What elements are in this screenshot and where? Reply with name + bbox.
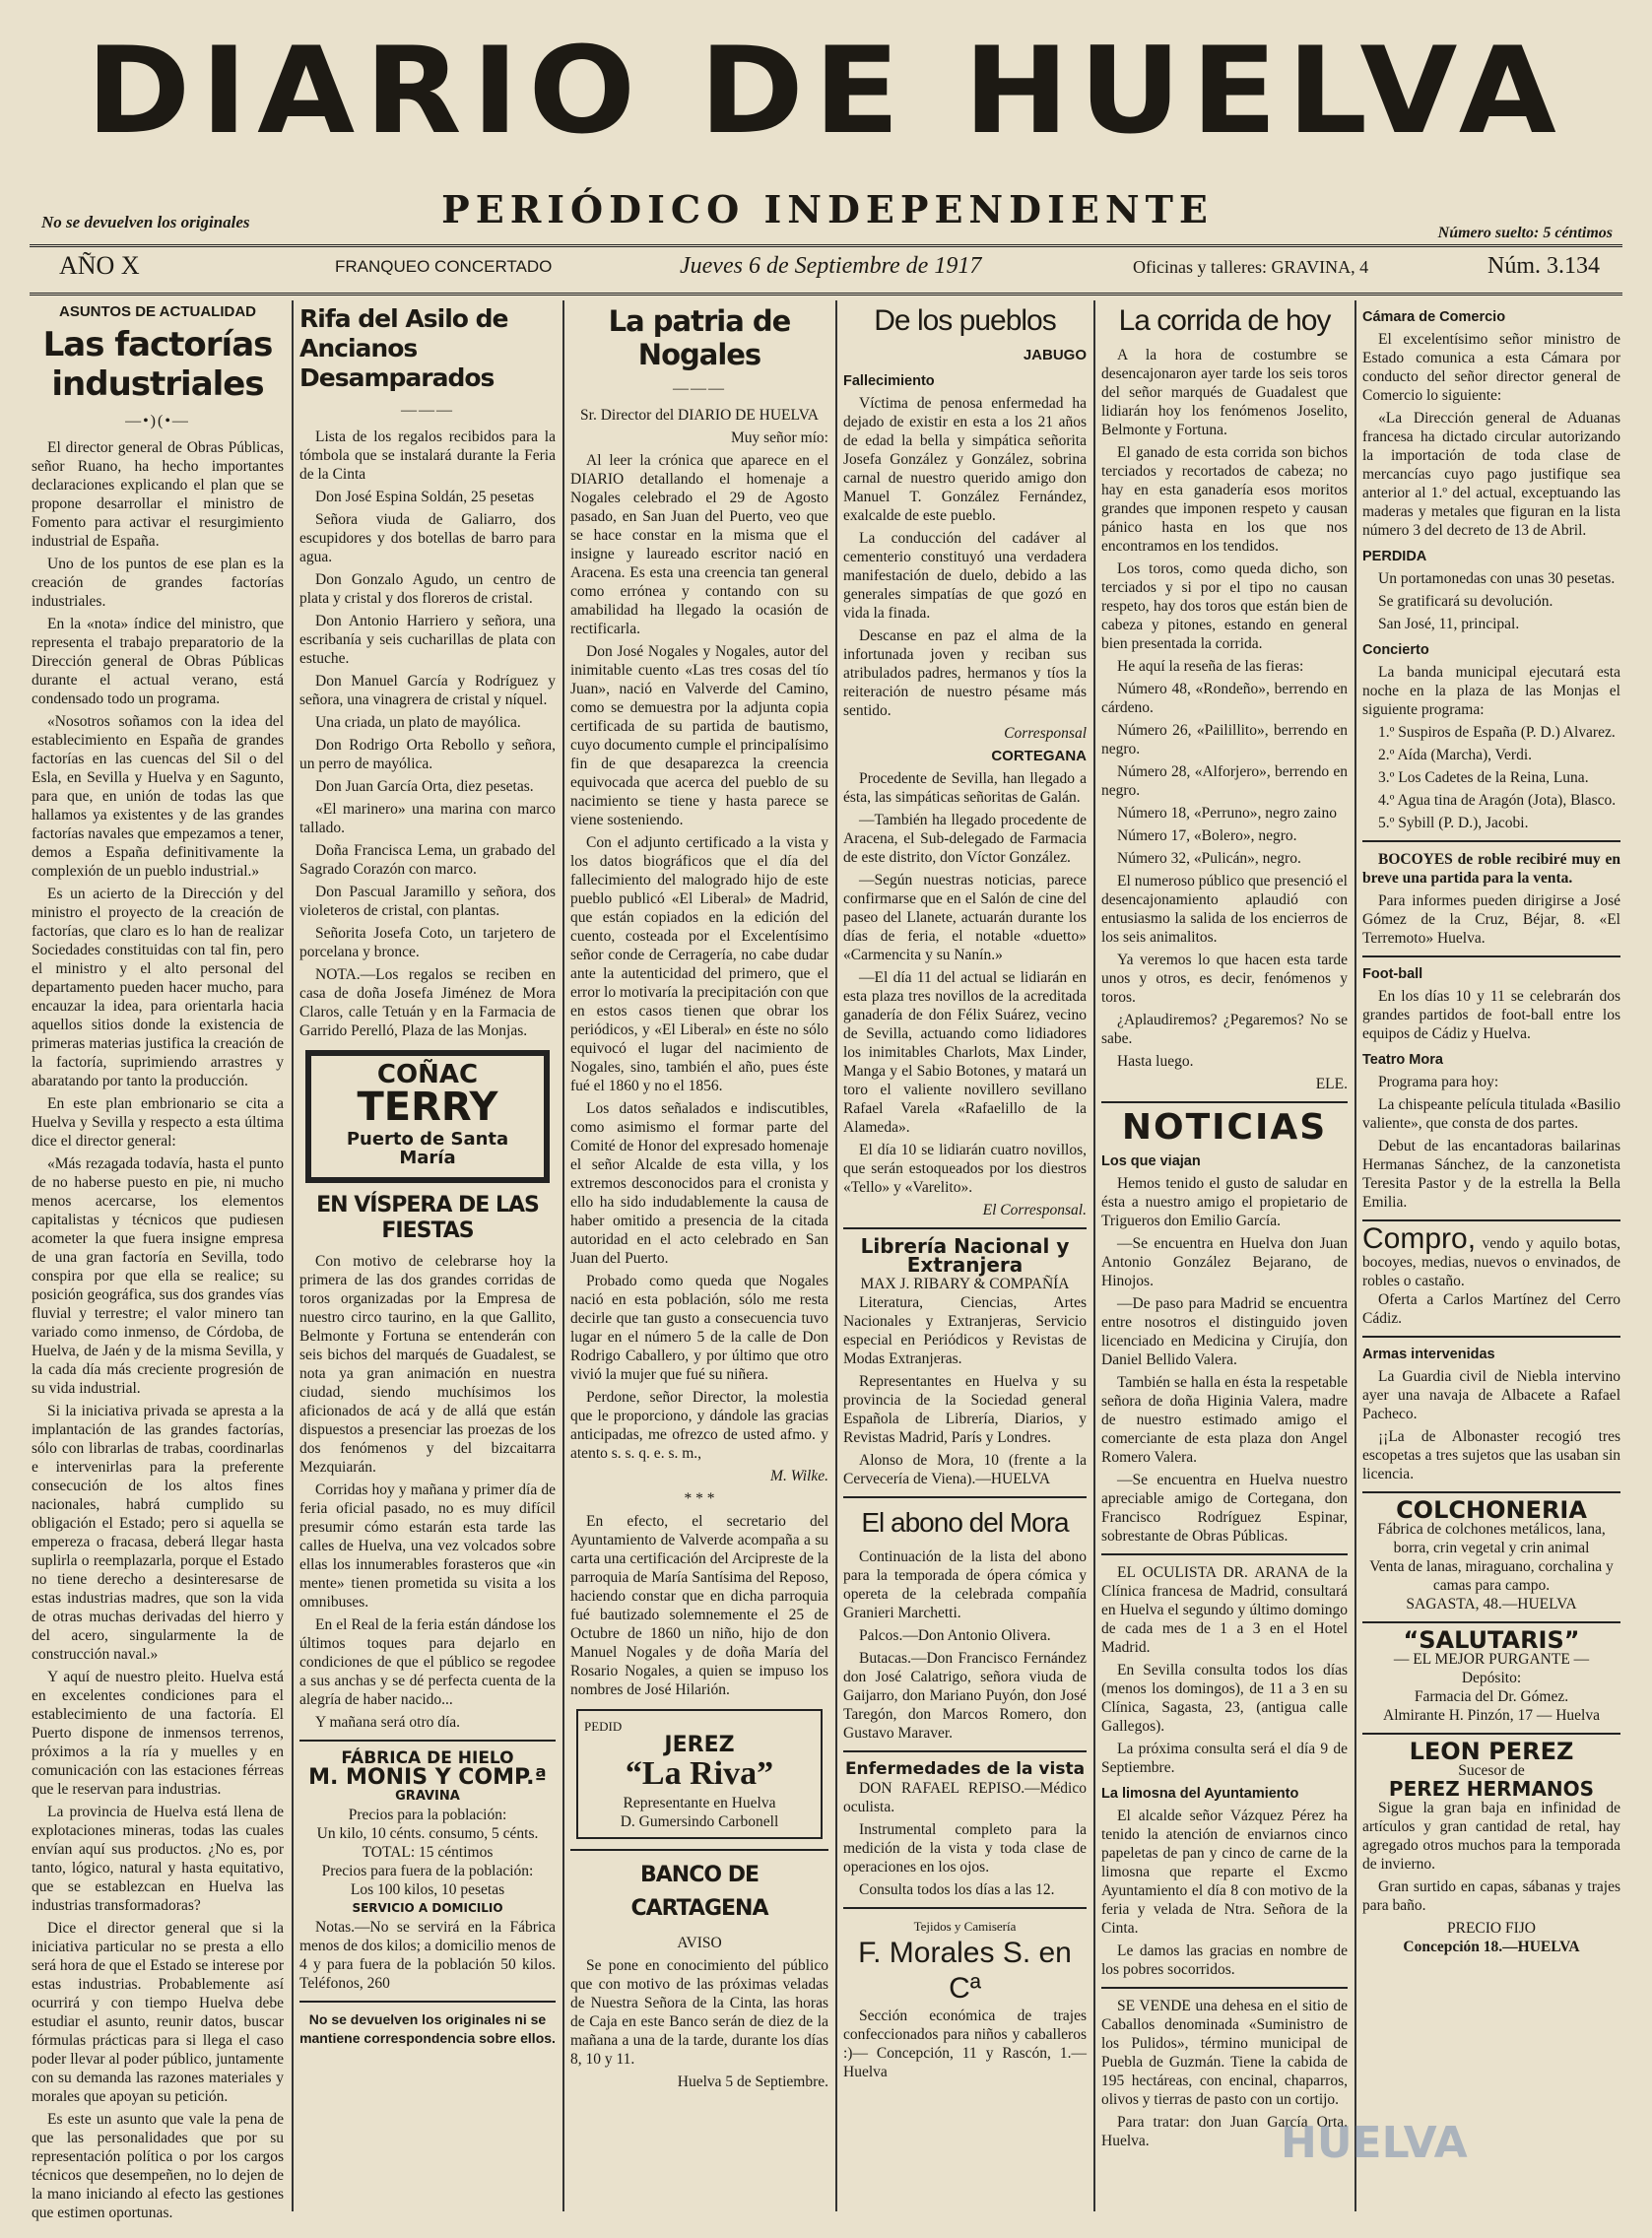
paragraph: En este plan embrionario se cita a Huelva y Sevilla y respecto a esta última dice el director general: xyxy=(32,1095,284,1150)
paragraph: En los días 10 y 11 se celebrarán dos grandes partidos de foot-ball entre los equipos de Cádiz y Huelva. xyxy=(1362,988,1620,1042)
subhead: Concierto xyxy=(1362,642,1429,658)
paragraph: Ya veremos lo que hacen esta tarde unos y otros, es decir, fenómenos y toros. xyxy=(1101,952,1348,1006)
paragraph: Con el adjunto certificado a la vista y los datos biográficos que el día del fallecimiento del malogrado hijo de este pueblo publicó «El Liberal» de Madrid, que están copiados en la edición del cuento, costeada por el Excelentísimo señor conde de Cerragería, no cabe dudar ante la autenticidad del primero, que el error lo motivaría la precipitación con que en estos casos tienen que obrar los periódicos, y «El Liberal» en éste no sólo equivocó el lugar del nacimiento de Nogales, sino, también el año, pues éste fué el 1860 y no el 1856. xyxy=(570,834,828,1094)
column-rule xyxy=(1355,300,1356,2211)
ad-text: Venta de lanas, miraguano, corchalina y camas para campo. xyxy=(1369,1558,1614,1594)
ad-brand: Enfermedades de la vista xyxy=(844,1759,1086,1779)
divider xyxy=(843,1227,1087,1229)
divider xyxy=(1101,1987,1348,1989)
column-1 xyxy=(32,300,284,2221)
paragraph: «La Dirección general de Aduanas francesa ha dictado circular autorizando la importación de toda clase de mercancías cuyo pago justifique sea anterior al 1.º del actual, exceptuando las maderas y metales que figuran en la lista número 3 del decreto de 13 de Abril. xyxy=(1362,410,1620,539)
ad-text: Farmacia del Dr. Gómez. xyxy=(1414,1688,1569,1705)
divider xyxy=(843,1496,1087,1498)
paragraph: Don Pascual Jaramillo y señora, dos violeteros de cristal, con plantas. xyxy=(299,884,556,919)
paragraph: Se gratificará su devolución. xyxy=(1378,593,1553,610)
ornament: ——— xyxy=(673,380,726,397)
ad-line: Puerto de Santa María xyxy=(346,1129,509,1168)
paragraph: Perdone, señor Director, la molestia que le proporciono, y dándole las gracias anticipadas, me ofrezco de usted afmo. y atento s. s. q. e. s. m., xyxy=(570,1389,828,1462)
paragraph: Continuación de la lista del abono para la temporada de ópera cómica y opereta de la celebrada compañía Granieri Marchetti. xyxy=(843,1548,1087,1621)
ad-text: DON RAFAEL REPISO.—Médico oculista. xyxy=(843,1780,1087,1815)
paragraph: Número 28, «Alforjero», berrendo en negro. xyxy=(1101,763,1348,799)
ad-text: Alonso de Mora, 10 (frente a la Cervecería de Viena).—HUELVA xyxy=(843,1452,1087,1487)
paragraph: Y mañana será otro día. xyxy=(315,1714,461,1731)
paragraph: Don Gonzalo Agudo, un centro de plata y cristal y dos floreros de cristal. xyxy=(299,571,556,607)
paragraph: Don Rodrigo Orta Rebollo y señora, un perro de mayólica. xyxy=(299,737,556,772)
paragraph: —Según nuestras noticias, parece confirmarse que en el Salón de cine del paseo del Llanete, actuarán durante los días de feria, el notable «duetto» «Carmencita y su Nanín.» xyxy=(843,872,1087,963)
ad-salutaris xyxy=(1362,1626,1620,1725)
paragraph: Es un acierto de la Dirección y del ministro el proyecto de la creación de factorías, que claro es lo han de realizar Sociedades constituidas con tal fin, pero el ministro y el alto personal del departamento pueden hacer mucho, para encauzar la idea, para orientarla hacia aquellos sitios donde la existencia de primeras materias justifica la creación de la factoría, suprimiendo arrastres y abaratando por tanto la producción. xyxy=(32,886,284,1089)
newspaper-subtitle: PERIÓDICO INDEPENDIENTE xyxy=(441,187,1214,231)
column-rule xyxy=(562,300,564,2211)
paragraph: El director general de Obras Públicas, señor Ruano, ha hecho importantes declaraciones explicando el plan que se propone desarrollar el ministro de Fomento para activar el resurgimiento industrial de España. xyxy=(32,439,284,550)
ad-line: COÑAC xyxy=(376,1060,479,1089)
masthead-right-note: Número suelto: 5 céntimos xyxy=(1437,225,1613,241)
ad-brand: M. MONIS Y COMP.ª xyxy=(308,1765,547,1790)
ad-line: Los 100 kilos, 10 pesetas xyxy=(350,1881,505,1898)
subhead: PERDIDA xyxy=(1362,549,1427,564)
ad-line: Representante en Huelva xyxy=(623,1795,776,1811)
ad-text: Literatura, Ciencias, Artes Nacionales y Extranjeras, Servicio especial en Periódicos y Revistas de Modas Extranjeras. xyxy=(843,1294,1087,1367)
paragraph: Don Manuel García y Rodríguez y señora, una vinagrera de cristal y níquel. xyxy=(299,673,556,708)
paragraph: Se pone en conocimiento del público que con motivo de las próximas veladas de Nuestra Señora de la Cinta, las horas de Caja en este Banco serán de diez de la mañana a una de la tarde, durante los días 8, 10 y 11. xyxy=(570,1957,828,2068)
article-title: Rifa del Asilo de Ancianos Desamparados xyxy=(299,304,508,392)
ad-line: PEDID xyxy=(584,1719,623,1734)
paragraph: «Más rezagada todavía, hasta el punto de no haberse puesto en pie, ni mucho menos acercarse, los elementos capitalistas y técnicos que pudiesen acometer la que fuera insigne empresa de una gran factoría en Sevilla, todo conspira por que ella se realice; su posición geográfica, sus dos grandes vías fluvial y terrestre; el valor minero tan variado como inmenso, de Córdoba, de Huelva, de Jaén y de la misma Sevilla, y la cada día más creciente progresión de su vida industrial. xyxy=(32,1155,284,1397)
paragraph: Número 32, «Pulicán», negro. xyxy=(1117,850,1301,867)
ad-se-vende-contact: Para tratar: don Juan García Orta. Huelva. xyxy=(1101,2114,1348,2149)
paragraph: Palcos.—Don Antonio Olivera. xyxy=(859,1627,1051,1644)
paragraph: Don José Nogales y Nogales, autor del inimitable cuento «Las tres cosas del tío Juan», nació en Valverde del Camino, como se demuestra por la adjunta copia certificada de su partida de bautismo, cuyo documento cumple el principalísimo fin de que desaparezca la creencia equivocada que acerca del pueblo de su nacimiento se tiene y hasta parece se viene sosteniendo. xyxy=(570,643,828,828)
article-title: De los pueblos xyxy=(874,304,1056,337)
notice-label: AVISO xyxy=(677,1935,722,1951)
archive-watermark-logo: HUELVA xyxy=(1281,2118,1468,2168)
divider xyxy=(299,1740,556,1742)
paragraph: 5.º Sybill (P. D.), Jacobi. xyxy=(1378,815,1529,831)
ornament: ——— xyxy=(401,402,454,419)
paragraph: En la «nota» índice del ministro, que representa el trabajo preparatorio de la Dirección general de Obras Públicas durante el actual verano, está condensado todo un programa. xyxy=(32,616,284,707)
paragraph: Número 17, «Bolero», negro. xyxy=(1117,827,1297,844)
footer-notice: No se devuelven los originales ni se mantiene correspondencia sobre ellos. xyxy=(299,2011,556,2046)
column-6 xyxy=(1362,300,1620,2211)
paragraph: La conducción del cadáver al cementerio constituyó una verdadera manifestación de duelo, debido a las generales simpatías de que gozó en vida la finada. xyxy=(843,530,1087,622)
divider xyxy=(1362,840,1620,842)
divider xyxy=(1362,1733,1620,1735)
paragraph: En efecto, el secretario del Ayuntamiento de Valverde acompaña a su carta una certificación del Arcipreste de la parroquia de María Santísima del Reposo, haciendo constar que en dicha parroquia fué bautizado solemnemente el 25 de Octubre de 1860 un niño, hijo de don Manuel Nogales y de doña María del Rosario Nogales, a quien se impuso los nombres de José Hilarión. xyxy=(570,1513,828,1698)
ad-compro xyxy=(1362,1222,1621,1328)
greeting: Muy señor mío: xyxy=(730,429,828,446)
paragraph: ¡¡La de Albonaster recogió tres escopetas a tres sujetos que las usaban sin licencia. xyxy=(1362,1428,1620,1482)
issue-number: Núm. 3.134 xyxy=(1487,253,1600,279)
paragraph: Don José Espina Soldán, 25 pesetas xyxy=(315,489,535,505)
paragraph: A la hora de costumbre se desencajonaron ayer tarde los seis toros del señor marqués de Guadalest que lidiarán hoy los fenómenos Joselito, Belmonte y Fortuna. xyxy=(1101,347,1348,438)
separator-stars: * * * xyxy=(684,1490,715,1507)
subhead: Fallecimiento xyxy=(843,373,935,389)
paragraph: Hasta luego. xyxy=(1117,1053,1194,1070)
subhead: Cámara de Comercio xyxy=(1362,309,1506,325)
article-title: BANCO DE CARTAGENA xyxy=(630,1863,768,1921)
ad-text: Fábrica de colchones metálicos, lana, borra, crin vegetal y crin animal xyxy=(1377,1521,1606,1556)
ad-text: Representantes en Huelva y su provincia de la Sociedad general Española de Librería, Diarios, y Revistas Madrid, París y Londres. xyxy=(843,1373,1087,1446)
paragraph: El excelentísimo señor ministro de Estado comunica a esta Cámara por conducto del señor director general de Comercio lo siguiente: xyxy=(1362,331,1620,404)
ad-line: MAX J. RIBARY & COMPAÑÍA xyxy=(860,1276,1070,1292)
paragraph: Don Juan García Orta, diez pesetas. xyxy=(315,778,534,795)
divider xyxy=(1362,1336,1620,1338)
paragraph: Al leer la crónica que aparece en el DIARIO detallando el homenaje a Nogales celebrado el 29 de Agosto pasado, en San Juan del Puerto, veo que se hace constar en la misma que el insigne y laureado escritor nació en Aracena. Es esta una creencia tan general como errónea y contando con su amabilidad ha llegado la ocasión de rectificarla. xyxy=(570,452,828,637)
paragraph: Le damos las gracias en nombre de los pobres socorridos. xyxy=(1101,1942,1348,1978)
paragraph: Número 18, «Perruno», negro zaino xyxy=(1117,805,1337,822)
ad-text: PRECIO FIJO xyxy=(1446,1920,1536,1937)
paragraph: «El marinero» una marina con marco tallado. xyxy=(299,801,556,836)
section-kicker: ASUNTOS DE ACTUALIDAD xyxy=(58,303,256,320)
paragraph: Señorita Josefa Coto, un tarjetero de porcelana y bronce. xyxy=(299,925,556,960)
ad-line: Precios para fuera de la población: xyxy=(321,1863,534,1879)
ad-line: FÁBRICA DE HIELO xyxy=(341,1748,514,1768)
ad-conac-terry xyxy=(305,1050,550,1183)
paragraph: Lista de los regalos recibidos para la tómbola que se instalará durante la Feria de la Cinta xyxy=(299,428,556,483)
column-5 xyxy=(1101,300,1348,2211)
dateline-bar xyxy=(30,244,1622,296)
ad-line: Precios para la población: xyxy=(348,1807,507,1823)
paragraph: El día 10 se lidiarán cuatro novillos, que serán estoqueados por los diestros «Tello» y «Varelito». xyxy=(843,1142,1087,1196)
ad-text: Almirante H. Pinzón, 17 — Huelva xyxy=(1383,1707,1600,1724)
place-date: Huelva 5 de Septiembre. xyxy=(677,2073,828,2090)
paragraph: La próxima consulta será el día 9 de Septiembre. xyxy=(1101,1741,1348,1776)
paragraph: La banda municipal ejecutará esta noche en la plaza de las Monjas el siguiente programa: xyxy=(1362,664,1620,718)
ad-text: SAGASTA, 48.—HUELVA xyxy=(1406,1596,1577,1613)
article-title: Las factorías industriales xyxy=(42,325,273,404)
paragraph: Los datos señalados e indiscutibles, como asimismo el formar parte del Comité de Honor del expresado homenaje el señor Alcalde de esta villa, y los extremos desconocidos para el cronista y ello ha sido indudablemente la causa de haber omitido a presencia de la citada autoridad en el acto celebrado en San Juan del Puerto. xyxy=(570,1100,828,1267)
ad-text: Gran surtido en capas, sábanas y trajes para baño. xyxy=(1362,1878,1620,1914)
ad-leon-perez xyxy=(1362,1738,1620,1956)
paragraph: Doña Francisca Lema, un grabado del Sagrado Corazón con marco. xyxy=(299,842,556,878)
paragraph: Hemos tenido el gusto de saludar en ésta a nuestro amigo el propietario de Trigueros don Emilio García. xyxy=(1101,1175,1348,1229)
subhead: La limosna del Ayuntamiento xyxy=(1101,1786,1299,1802)
paragraph: —Se encuentra en Huelva nuestro apreciable amigo de Cortegana, don Francisco Rodríguez Espinar, sobrestante de Obras Públicas. xyxy=(1101,1472,1348,1545)
paragraph: Víctima de penosa enfermedad ha dejado de existir en esta a los 21 años de edad la bella y simpática señorita Josefa González y González, sobrina carnal de nuestro querido amigo don Manuel T. González Fernández, exalcalde de este pueblo. xyxy=(843,395,1087,524)
paragraph: Debut de las encantadoras bailarinas Hermanas Sánchez, de la canzonetista Teresita Pastor y de la estrella la Bella Emilia. xyxy=(1362,1138,1620,1211)
paragraph: —El día 11 del actual se lidiarán en esta plaza tres novillos de la acreditada ganadería de don Félix Suárez, vecino de Sevilla, actuando como lidiadores los inimitables Charlots, Max Linder, Manga y el Sabio Botones, y matará un toro el valiente novillero sevillano Rafael Varela «Rafaelillo de la Alameda». xyxy=(843,969,1087,1136)
ad-line: JEREZ xyxy=(664,1733,735,1757)
divider xyxy=(299,2001,556,2003)
ad-colchoneria xyxy=(1362,1496,1620,1613)
ad-brand: COLCHONERIA xyxy=(1396,1496,1587,1524)
ad-text: Concepción 18.—HUELVA xyxy=(1403,1939,1580,1955)
paragraph: —De paso para Madrid se encuentra entre nosotros el distinguido joven licenciado en Medicina y Cirujía, don Daniel Bellido Valera. xyxy=(1101,1295,1348,1368)
ad-line: GRAVINA xyxy=(395,1789,460,1804)
paragraph: —Se encuentra en Huelva don Juan Antonio González Bejarano, de Hinojos. xyxy=(1101,1235,1348,1289)
paragraph: Dice el director general que si la iniciativa particular no se presta a ello será hora de que el Estado se interese por estas industrias. Probablemente así ocurrirá y con tiempo Huelva debe estudiar el asunto, reunir datos, buscar fórmulas prácticas para si llega el caso poder llevar al poder público, juntamente con su demanda las razones materiales y morales que apoyan su petición. xyxy=(32,1920,284,2105)
paragraph: 1.º Suspiros de España (P. D.) Alvarez. xyxy=(1378,724,1616,741)
paragraph: 2.º Aída (Marcha), Verdi. xyxy=(1378,747,1533,763)
column-rule xyxy=(292,300,294,2211)
paragraph: «Nosotros soñamos con la idea del establecimiento en España de grandes factorías en las cuencas del Sil o del Esla, en Sevilla y Huelva y en Sagunto, para que, en unión de todas las que hallamos ya existentes y de las grandes factorías navales que empezamos a tener, demos a España definitivamente la complexión de un pueblo industrial.» xyxy=(32,713,284,880)
ad-text: Depósito: xyxy=(1461,1670,1522,1686)
ad-morales xyxy=(843,1917,1087,2081)
ad-brand: “SALUTARIS” xyxy=(1403,1626,1580,1654)
ad-fabrica-hielo xyxy=(299,1749,556,1993)
paragraph: También se halla en ésta la respetable señora de doña Higinia Valera, madre de nuestro estimado amigo el comerciante de esta plaza don Angel Romero Valera. xyxy=(1101,1374,1348,1466)
divider xyxy=(1101,1101,1348,1103)
ad-text: Consulta todos los días a las 12. xyxy=(859,1881,1055,1898)
paragraph: Y aquí de nuestro pleito. Huelva está en excelentes condiciones para el establecimiento de una factoría. El Puerto dispone de inmensos terrenos, próximos a la ría y muelles y en comunicación con las estaciones férreas que le reservan para industrias. xyxy=(32,1669,284,1798)
ad-enfermedades-vista xyxy=(843,1760,1087,1899)
ad-text: — EL MEJOR PURGANTE — xyxy=(1393,1651,1590,1668)
paragraph: Uno de los puntos de ese plan es la creación de grandes factorías industriales. xyxy=(32,556,284,610)
paragraph: Corridas hoy y mañana y primer día de feria oficial pasado, no es muy difícil presumir cómo estarán esta tarde las calles de Huelva, una vez volcados sobre ellas los innumerables forasteros que «in mente» tienen prometida su visita a los omnibuses. xyxy=(299,1481,556,1611)
ad-line: Un kilo, 10 cénts. consumo, 5 cénts. xyxy=(316,1825,539,1842)
paragraph: Un portamonedas con unas 30 pesetas. xyxy=(1378,570,1616,587)
paragraph: La chispeante película titulada «Basilio valiente», que consta de dos partes. xyxy=(1362,1096,1620,1132)
subhead: Armas intervenidas xyxy=(1362,1347,1495,1362)
salutation: Sr. Director del DIARIO DE HUELVA xyxy=(580,407,819,424)
ad-text: Sucesor de xyxy=(1458,1762,1525,1779)
ad-brand: “La Riva” xyxy=(625,1755,774,1792)
paragraph: —También ha llegado procedente de Aracena, el Sub-delegado de Farmacia de este distrito, don Víctor González. xyxy=(843,812,1087,866)
divider xyxy=(1362,955,1620,957)
ad-text: vendo y aquilo botas, bocoyes, medias, nuevos o envinados, de robles o castaño. xyxy=(1362,1235,1621,1289)
divider xyxy=(1101,1553,1348,1555)
ad-text: Oferta a Carlos Martínez del Cerro Cádiz. xyxy=(1362,1291,1620,1327)
newspaper-title: DIARIO DE HUELVA xyxy=(86,21,1566,162)
column-3 xyxy=(570,300,828,2211)
ad-text: Sigue la gran baja en infinidad de artículos y gran cantidad de retal, hay agregado otros muchos para la temporada de invierno. xyxy=(1362,1800,1620,1873)
paragraph: El alcalde señor Vázquez Pérez ha tenido la atención de enviarnos cinco papeletas de pan y cinco de carne de la limosna que reparte el Excmo Ayuntamiento el día 8 con motivo de la feria y velada de Ntra. Señora de la Cinta. xyxy=(1101,1808,1348,1937)
paragraph: Descanse en paz el alma de la infortunada joven y reciban sus atribulados padres, hermanos y tíos la reiteración de nuestro pésame más sentido. xyxy=(843,627,1087,719)
column-4 xyxy=(843,300,1087,2211)
article-title: La corrida de hoy xyxy=(1118,304,1331,337)
place-header: JABUGO xyxy=(1023,347,1087,363)
paragraph: Una criada, un plato de mayólica. xyxy=(315,714,521,731)
paragraph: Señora viuda de Galiarro, dos escupidores y dos botellas de barro para agua. xyxy=(299,511,556,565)
subhead: Los que viajan xyxy=(1101,1153,1201,1169)
paragraph: El ganado de esta corrida son bichos terciados y recortados de cabeza; no hay en esta ganadería esos moritos grandes que imponen respeto y causan pánico hasta en los que nos encontramos en los tendidos. xyxy=(1101,444,1348,555)
paragraph: Don Antonio Harriero y señora, una escribanía y seis cucharillas de plata con estuche. xyxy=(299,613,556,667)
ad-line: Tejidos y Camisería xyxy=(913,1919,1017,1934)
ad-brand: Librería Nacional y Extranjera xyxy=(860,1234,1070,1277)
paragraph: Número 48, «Rondeño», berrendo en cárdeno. xyxy=(1101,681,1348,716)
paragraph: Probado como queda que Nogales nació en esta población, sólo me resta decirle que tan gusto a consecuencia tuvo lugar en el número 5 de la calle de Don Rodrigo Caballero, y por último que otro vivió la mujer que fué su niñera. xyxy=(570,1273,828,1383)
ad-bocoyes: BOCOYES de roble recibiré muy en breve una partida para la venta. xyxy=(1362,851,1620,887)
article-title: EN VÍSPERA DE LAS FIESTAS xyxy=(316,1193,539,1243)
paragraph: En el Real de la feria están dándose los últimos toques para dejarlo en condiciones de que el público se regodee a sus anchas y se dé perfecta cuenta de la alegría de haber nacido... xyxy=(299,1616,556,1708)
signature: El Corresponsal. xyxy=(982,1202,1087,1218)
signature: M. Wilke. xyxy=(770,1468,828,1484)
issue-date: Jueves 6 de Septiembre de 1917 xyxy=(680,253,982,279)
franqueo-label: FRANQUEO CONCERTADO xyxy=(335,257,553,276)
offices-label: Oficinas y talleres: GRAVINA, 4 xyxy=(1133,257,1369,277)
ad-se-vende: SE VENDE una dehesa en el sitio de Caballos denominada «Suministro de los Pulidos», término municipal de Puebla de Guzmán. Tiene la cabida de 195 hectáreas, con encinal, chaparros, olivos y tierras de pasto con un cortijo. xyxy=(1101,1998,1348,2108)
ad-oculista: EL OCULISTA DR. ARANA de la Clínica francesa de Madrid, consultará en Huelva el segundo y último domingo de cada mes de 1 a 3 en el Hotel Madrid. xyxy=(1101,1564,1348,1656)
paragraph: 4.º Agua tina de Aragón (Jota), Blasco. xyxy=(1378,792,1617,809)
ad-brand: LEON PEREZ xyxy=(1409,1738,1574,1765)
paragraph: La Guardia civil de Niebla intervino ayer una navaja de Albacete a Rafael Pacheco. xyxy=(1362,1368,1620,1422)
paragraph: San José, 11, principal. xyxy=(1378,616,1520,632)
place-header: CORTEGANA xyxy=(991,748,1087,764)
paragraph: Es este un asunto que vale la pena de que las personalidades que por su representación política o por los cargos técnicos que desempeñen, no lo dejen de la mano iniciando al efecto las gestiones que estimen oportunas. xyxy=(32,2111,284,2221)
subhead: Teatro Mora xyxy=(1362,1052,1443,1068)
ad-line: TOTAL: 15 céntimos xyxy=(362,1844,494,1861)
paragraph: La provincia de Huelva está llena de explotaciones mineras, todas las cuales envían aquí sus productos. ¿No es, por tanto, lógico, natural y hasta equitativo, que se establezcan en Huelva las industrias transformadoras? xyxy=(32,1804,284,1914)
subhead: Foot-ball xyxy=(1362,966,1423,982)
divider xyxy=(570,1849,828,1851)
signature: ELE. xyxy=(1315,1076,1348,1092)
column-2 xyxy=(299,300,556,2211)
ornament: —•)(•— xyxy=(125,413,190,429)
year-label: AÑO X xyxy=(59,251,140,280)
ad-libreria-nacional xyxy=(843,1234,1087,1488)
divider xyxy=(843,1907,1087,1909)
paragraph: He aquí la reseña de las fieras: xyxy=(1117,658,1304,675)
divider xyxy=(1362,1491,1620,1493)
paragraph: Si la iniciativa privada se apresta a la implantación de las grandes factorías, sólo con librarlas de trabas, coordinarlas e intervenirlas para la preferente consecución de los altos fines nacionales, habrá cumplido su obligación el Estado; pero si aquella se empereza o fracasa, deberá llegar hasta suplirla o reemplazarla, porque el Estado no tiene derecho a desinteresarse de estas industrias madres, que son la vida de otras muchas derivadas del hierro y del acero, singularmente la de construcción naval.» xyxy=(32,1403,284,1663)
paragraph: El numeroso público que presenció el desencajonamiento aplaudió con entusiasmo la salida de los encierros de los seis animalitos. xyxy=(1101,873,1348,946)
masthead xyxy=(30,18,1622,254)
column-rule xyxy=(835,300,837,2211)
signature: Corresponsal xyxy=(1004,725,1087,742)
masthead-left-note: No se devuelven los originales xyxy=(41,213,250,231)
paragraph: En Sevilla consulta todos los días (menos los domingos), de 11 a 3 en su Clínica, Sagasta, 23, (antigua calle Gallegos). xyxy=(1101,1662,1348,1735)
ad-text: Instrumental completo para la medición de la vista y toda clase de operaciones en los ojos. xyxy=(843,1821,1087,1876)
ad-brand: F. Morales S. en Cª xyxy=(858,1937,1072,2005)
paragraph: 3.º Los Cadetes de la Reina, Luna. xyxy=(1378,769,1589,786)
paragraph: Procedente de Sevilla, han llegado a ésta, las simpáticas señoritas de Galán. xyxy=(843,770,1087,806)
divider xyxy=(1362,1219,1620,1221)
ad-line: SERVICIO A DOMICILIO xyxy=(352,1901,503,1915)
paragraph: Programa para hoy: xyxy=(1378,1074,1499,1090)
ad-brand: Compro, xyxy=(1362,1222,1477,1255)
paragraph: Con motivo de celebrarse hoy la primera de las dos grandes corridas de toros organizadas por la Empresa de nuestro circo taurino, en la que Gallito, Belmonte y Fortuna se entenderán con seis bichos del marqués de Guadalest, se nota ya gran animación en nuestra ciudad, siendo muchísimos los aficionados de acá y de allá que están dispuestos a presenciar las proezas de los dos fenómenos y del bizcaitarra Mezquiarán. xyxy=(299,1253,556,1476)
paragraph: ¿Aplaudiremos? ¿Pegaremos? No se sabe. xyxy=(1101,1012,1348,1047)
paragraph: Los toros, como queda dicho, son terciados y si por el tipo no causan respeto, hay dos toros que están bien de cabeza y pitones, estando en general bien presentada la corrida. xyxy=(1101,560,1348,652)
divider xyxy=(843,1750,1087,1752)
column-rule xyxy=(1093,300,1095,2211)
article-title: NOTICIAS xyxy=(1121,1107,1328,1148)
article-title: El abono del Mora xyxy=(861,1507,1069,1538)
ad-line: D. Gumersindo Carbonell xyxy=(620,1813,779,1830)
ad-brand: PEREZ HERMANOS xyxy=(1388,1777,1595,1801)
ad-text: Sección económica de trajes confeccionados para niños y caballeros :)— Concepción, 11 y Rascón, 1.—Huelva xyxy=(843,2008,1087,2080)
article-title: La patria de Nogales xyxy=(608,304,791,371)
divider xyxy=(1362,1621,1620,1623)
paragraph: NOTA.—Los regalos se reciben en casa de doña Josefa Jiménez de Mora Claros, calle Tetuán y en la Farmacia de Garrido Perelló, Plaza de las Monjas. xyxy=(299,966,556,1039)
paragraph: Número 26, «Pailillito», berrendo en negro. xyxy=(1101,722,1348,757)
paragraph: Butacas.—Don Francisco Fernández don José Calatrigo, señora viuda de Gaijarro, don Mariano Puyón, don José Taregón, don Marcos Romero, don Gustavo Maraver. xyxy=(843,1650,1087,1742)
ad-bocoyes-contact: Para informes pueden dirigirse a José Gómez de la Cruz, Béjar, 8. «El Terremoto» Huelva. xyxy=(1362,892,1620,947)
ad-jerez-la-riva xyxy=(576,1709,823,1839)
ad-brand: TERRY xyxy=(357,1085,498,1130)
ad-note: Notas.—No se servirá en la Fábrica menos de dos kilos; a domicilio menos de 4 y para fuera de la población 50 kilos. Teléfonos, 260 xyxy=(299,1919,556,1992)
